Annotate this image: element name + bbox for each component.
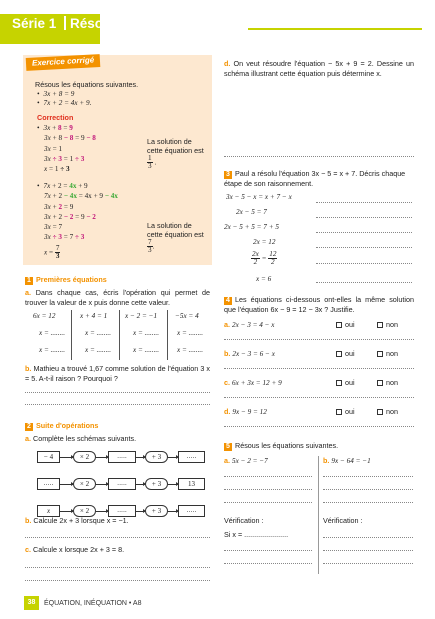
- answer-line[interactable]: [224, 426, 414, 427]
- page-header: [0, 0, 435, 44]
- answer-field[interactable]: x = ........: [85, 329, 112, 337]
- answer-line[interactable]: [316, 202, 412, 203]
- answer-line[interactable]: [224, 550, 312, 551]
- verification-field[interactable]: Si x = ......................: [224, 530, 289, 539]
- page-footer: [0, 596, 435, 619]
- exercise-4: 4 Les équations ci-dessous ont-elles la même solution que l'équation 6x − 9 = 12 − 3x ? Justifie.: [224, 295, 414, 314]
- schema-blank[interactable]: .....: [37, 478, 60, 490]
- non-checkbox[interactable]: non: [377, 378, 398, 388]
- exercise-2b: b. Calcule 2x + 3 lorsque x = −1.: [25, 516, 129, 525]
- exercise-5: 5 Résous les équations suivantes.: [224, 441, 414, 451]
- answer-line[interactable]: [224, 502, 312, 503]
- correction-steps-1: • 3x + 8 = 9 3x + 8 − 8 = 9 − 8 3x = 1 3x ÷ 3 = 1 ÷ 3 x = 1 ÷ 3: [37, 123, 96, 174]
- fraction-step: $\frac{2x}{2}$ = $\frac{12}{2}$: [252, 250, 277, 267]
- answer-line[interactable]: [25, 392, 210, 393]
- answer-line[interactable]: [323, 476, 413, 477]
- non-checkbox[interactable]: non: [377, 349, 398, 359]
- schema-blank[interactable]: .....: [178, 451, 205, 463]
- corrected-exercise-box: [23, 55, 212, 265]
- answer-line[interactable]: [25, 580, 210, 581]
- answer-line[interactable]: [316, 282, 412, 283]
- corrected-eq2: • 7x + 2 = 4x + 9.: [37, 99, 138, 109]
- solution-note-1: La solution de cette équation est $\frac{1}{3}$ .: [147, 137, 204, 171]
- answer-line[interactable]: [323, 502, 413, 503]
- answer-line[interactable]: [323, 550, 413, 551]
- header-separator: [64, 16, 66, 30]
- header-rule: [248, 28, 422, 30]
- exercise-1-title: Premières équations: [36, 275, 107, 284]
- corrected-exercise-tag: Exercice corrigé: [26, 54, 101, 71]
- correction-steps-2: • 7x + 2 = 4x + 9 7x + 2 − 4x = 4x + 9 − 4x 3x + 2 = 9 3x + 2 − 2 = 9 − 2 3x = 7 3x ÷ 3 = 7 ÷ 3 x = $\frac{7}{3}$: [37, 181, 118, 260]
- oui-checkbox[interactable]: oui: [336, 320, 355, 330]
- solution-note-2: La solution de cette équation est $\frac{7}{3}$ .: [147, 221, 204, 255]
- corrected-eq1: • 3x + 8 = 9: [37, 90, 138, 100]
- answer-line[interactable]: [316, 247, 412, 248]
- answer-line[interactable]: [224, 368, 414, 369]
- exercise-3-steps: 3x − 5 − x = x + 7 − x 2x − 5 = 7 2x − 5 + 5 = 7 + 5 2x = 12 $\frac{2x}{2}$ = $\frac{12}{2}$ x = 6: [224, 193, 414, 288]
- operation-schemas: − 4 × 2 ..... + 3 ..... ..... × 2 ..... + 3 13 x × 2 ..... + 3 .....: [37, 451, 207, 519]
- exercise-2: 2 Suite d'opérations a. Complète les schémas suivants.: [25, 421, 137, 443]
- corrected-intro: Résous les équations suivantes. • 3x + 8 = 9 • 7x + 2 = 4x + 9.: [35, 80, 138, 109]
- answer-line[interactable]: [316, 232, 412, 233]
- schema-blank[interactable]: .....: [108, 451, 136, 463]
- answer-line[interactable]: [25, 567, 210, 568]
- schema-blank[interactable]: .....: [108, 478, 136, 490]
- answer-line[interactable]: [316, 263, 412, 264]
- answer-field[interactable]: x = ........: [39, 329, 66, 337]
- page-number: 38: [24, 596, 39, 610]
- ex1-eq4[interactable]: −5x = 4: [175, 312, 199, 320]
- answer-line[interactable]: [224, 397, 414, 398]
- footer-text: ÉQUATION, INÉQUATION • A8: [44, 600, 142, 607]
- answer-line[interactable]: [224, 563, 312, 564]
- exercise-4-items: a. 2x − 3 = 4 − x oui non b. 2x − 3 = 6 − x oui non c. 6x + 3x = 12 + 9 oui non d. 9x − 9 = 12 oui non: [224, 320, 414, 432]
- answer-field[interactable]: x = ........: [177, 329, 204, 337]
- schema-blank[interactable]: .....: [108, 505, 136, 517]
- answer-field[interactable]: x = ........: [133, 346, 160, 354]
- oui-checkbox[interactable]: oui: [336, 349, 355, 359]
- exercise-1-number: 1: [25, 277, 33, 285]
- correction-heading: Correction: [37, 113, 74, 122]
- answer-line[interactable]: [25, 404, 210, 405]
- serie-label: Série 1: [12, 16, 57, 31]
- non-checkbox[interactable]: non: [377, 320, 398, 330]
- exercise-1: 1 Premières équations a. Dans chaque cas, écris l'opération qui permet de trouver la valeur de x puis donne cette valeur.: [25, 275, 211, 307]
- exercise-2c: c. Calcule x lorsque 2x + 3 = 8.: [25, 545, 125, 554]
- answer-line[interactable]: [224, 489, 312, 490]
- answer-line[interactable]: [25, 537, 210, 538]
- oui-checkbox[interactable]: oui: [336, 378, 355, 388]
- schema-blank[interactable]: .....: [178, 505, 205, 517]
- exercise-2-title: Suite d'opérations: [36, 421, 99, 430]
- answer-field[interactable]: x = ........: [39, 346, 66, 354]
- answer-line[interactable]: [316, 217, 412, 218]
- question-d: d. On veut résoudre l'équation − 5x + 9 = 2. Dessine un schéma illustrant cette équation puis détermine x.: [224, 59, 414, 78]
- exercise-5-body: a. 5x − 2 = −7 b. 9x − 64 = −1 Vérification : Vérification : Si x = ......................: [224, 456, 414, 576]
- answer-field[interactable]: x = ........: [177, 346, 204, 354]
- exercise-3: 3 Paul a résolu l'équation 3x − 5 = x + 7. Décris chaque étape de son raisonnement.: [224, 169, 406, 188]
- answer-line[interactable]: [323, 537, 413, 538]
- answer-field[interactable]: x = ........: [133, 329, 160, 337]
- answer-line[interactable]: [323, 563, 413, 564]
- answer-line[interactable]: [224, 476, 312, 477]
- answer-field[interactable]: x = ........: [85, 346, 112, 354]
- answer-line[interactable]: [224, 156, 414, 157]
- exercise-1a-text: Dans chaque cas, écris l'opération qui permet de trouver la valeur de x puis donne cette valeur.: [25, 288, 211, 307]
- exercise-1b: b. Mathieu a trouvé 1,67 comme solution de l'équation 3 x = 5. A-t-il raison ? Pourquoi ?: [25, 364, 210, 383]
- exercise-1-grid: 6x = 12 x + 4 = 1 x − 2 = −1 −5x = 4 x = ........ x = ........ x = ........ x = ........ x = ........ x = ........ x = ........ x = ........: [33, 312, 204, 354]
- page-title: Résoudre une équation: [70, 16, 221, 31]
- oui-checkbox[interactable]: oui: [336, 407, 355, 417]
- answer-line[interactable]: [323, 489, 413, 490]
- non-checkbox[interactable]: non: [377, 407, 398, 417]
- answer-line[interactable]: [224, 339, 414, 340]
